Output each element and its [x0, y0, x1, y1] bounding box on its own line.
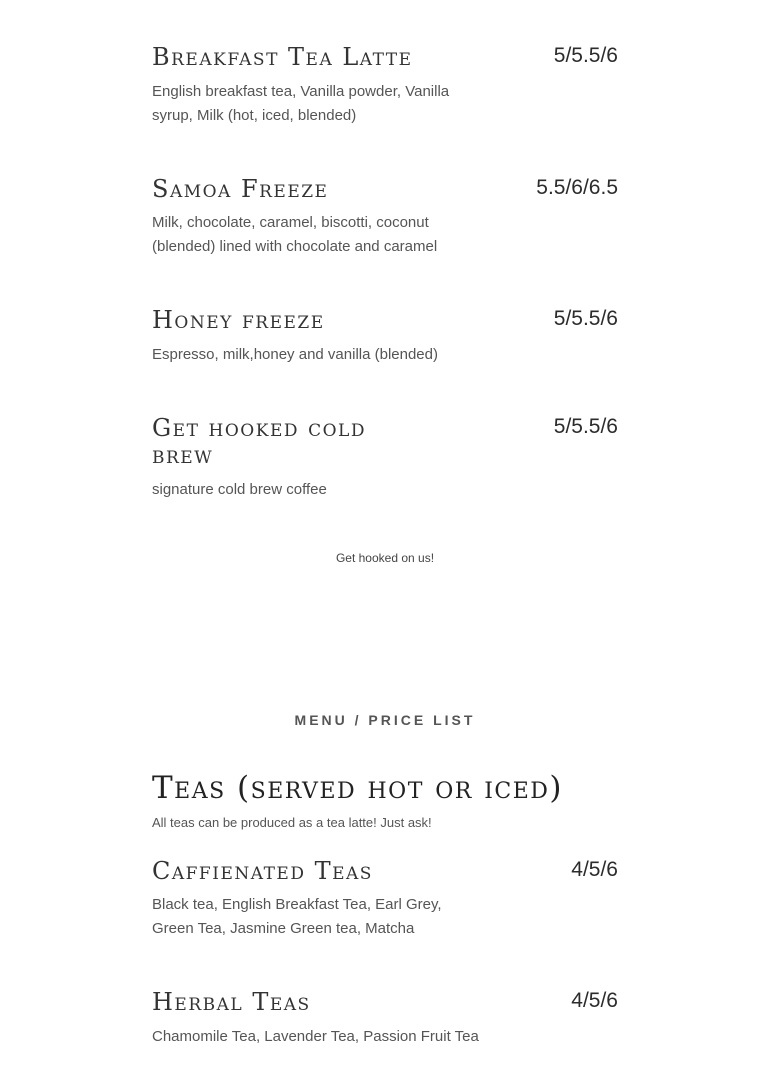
- item-description: Black tea, English Breakfast Tea, Earl Grey, Green Tea, Jasmine Green tea, Matcha: [152, 896, 442, 937]
- tagline: Get hooked on us!: [335, 551, 435, 565]
- item-price: 5.5/6/6.5: [536, 176, 618, 199]
- item-price: 5/5.5/6: [553, 307, 618, 330]
- item-name: Caffienated Teas: [152, 857, 373, 885]
- item-name: Breakfast Tea Latte: [152, 43, 413, 71]
- item-description: Espresso, milk,honey and vanilla (blended): [152, 346, 438, 363]
- section-title: Teas (served hot or iced): [152, 770, 564, 806]
- item-name: Honey freeze: [152, 306, 325, 334]
- item-price: 5/5.5/6: [553, 415, 618, 438]
- item-name: Get hooked cold brew: [152, 414, 366, 469]
- item-name: Herbal Teas: [152, 988, 311, 1016]
- item-price: 5/5.5/6: [553, 44, 618, 67]
- item-description: Milk, chocolate, caramel, biscotti, coconut (blended) lined with chocolate and caramel: [152, 214, 438, 255]
- item-description: English breakfast tea, Vanilla powder, Vanilla syrup, Milk (hot, iced, blended): [152, 83, 450, 124]
- section-label: MENU / PRICE LIST: [294, 712, 476, 728]
- item-description: Chamomile Tea, Lavender Tea, Passion Fruit Tea: [152, 1028, 479, 1045]
- section-note: All teas can be produced as a tea latte! Just ask!: [152, 815, 432, 830]
- item-description: signature cold brew coffee: [152, 481, 327, 498]
- item-price: 4/5/6: [571, 989, 618, 1012]
- item-name: Samoa Freeze: [152, 175, 329, 203]
- item-price: 4/5/6: [571, 858, 618, 881]
